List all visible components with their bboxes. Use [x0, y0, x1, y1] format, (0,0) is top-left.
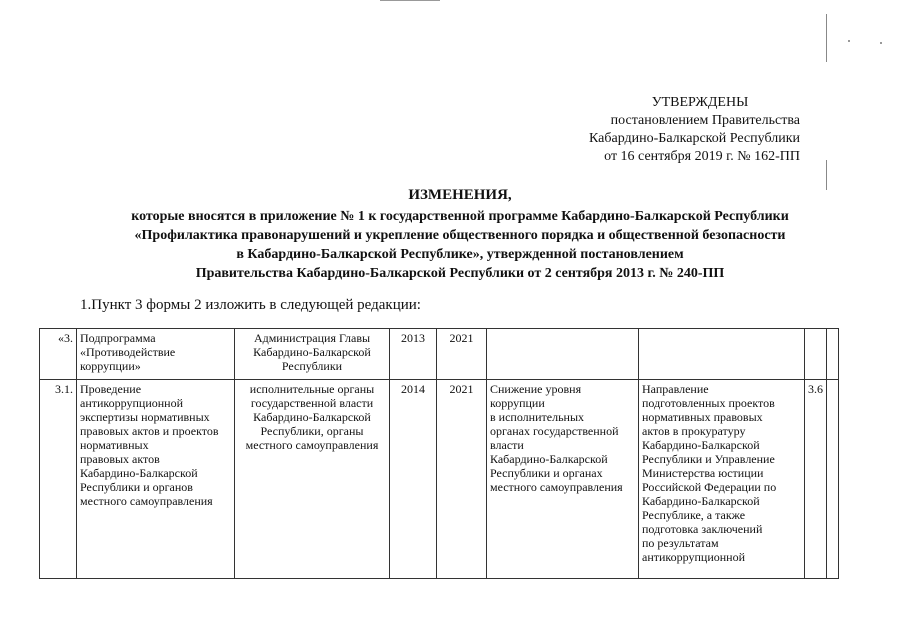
executor-cell — [235, 380, 390, 579]
cell-line: по результатам — [642, 536, 719, 550]
approval-line: постановлением Правительства — [610, 113, 800, 128]
table-row — [40, 329, 839, 380]
cell-line: Республики и Управление — [642, 452, 775, 466]
cell-line: правовых актов — [80, 452, 160, 466]
cell-line: антикоррупционной — [642, 550, 746, 564]
cell-line: подготовленных проектов — [642, 396, 775, 410]
cell-line: коррупции» — [80, 359, 141, 373]
cell-line: Кабардино-Балкарской — [80, 466, 198, 480]
cell-line: Кабардино-Балкарской — [490, 452, 608, 466]
approval-line: от 16 сентября 2019 г. № 162-ПП — [604, 149, 800, 164]
start-year-cell: 2014 — [390, 380, 437, 579]
directions-cell — [639, 329, 805, 380]
result-cell — [487, 380, 639, 579]
link-cell — [805, 329, 827, 380]
end-year-cell: 2021 — [437, 380, 487, 579]
start-year-cell: 2013 — [390, 329, 437, 380]
approval-heading: УТВЕРЖДЕНЫ — [651, 95, 749, 110]
cell-line: коррупции — [490, 396, 545, 410]
title-line: Правительства Кабардино-Балкарской Республики от 2 сентября 2013 г. № 240-ПП — [195, 266, 725, 281]
edge-cell — [827, 329, 839, 380]
measure-name-cell — [77, 380, 235, 579]
cell-line: Направление — [642, 382, 709, 396]
cell-line: Российской Федерации по — [642, 480, 777, 494]
intro-paragraph: 1.Пункт 3 формы 2 изложить в следующей редакции: — [80, 297, 421, 313]
cell-line: правовых актов и проектов — [80, 424, 219, 438]
row-number: «3. — [40, 329, 77, 380]
cell-line: Республики и органов — [80, 480, 193, 494]
title-line: которые вносятся в приложение № 1 к государственной программе Кабардино-Балкарской Республики — [131, 209, 789, 224]
directions-cell — [639, 380, 805, 579]
cell-line: экспертизы нормативных — [80, 410, 210, 424]
executor-cell — [235, 329, 390, 380]
link-cell: 3.6 — [805, 380, 827, 579]
cell-line: Кабардино-Балкарской — [253, 410, 371, 424]
cell-line: подготовка заключений — [642, 522, 763, 536]
cell-line: Министерства юстиции — [642, 466, 764, 480]
end-year-cell: 2021 — [437, 329, 487, 380]
title-heading: ИЗМЕНЕНИЯ, — [408, 187, 512, 203]
result-cell — [487, 329, 639, 380]
scan-speck — [380, 0, 440, 1]
scan-speck — [848, 40, 850, 42]
cell-line: Проведение — [80, 382, 142, 396]
scan-margin-line — [826, 160, 827, 190]
cell-line: актов в прокуратуру — [642, 424, 746, 438]
approval-stamp — [540, 94, 800, 166]
approval-line: Кабардино-Балкарской Республики — [589, 131, 800, 146]
cell-line: Кабардино-Балкарской — [253, 345, 371, 359]
cell-line: органах государственной — [490, 424, 619, 438]
changes-table — [39, 328, 839, 579]
cell-line: антикоррупционной — [80, 396, 184, 410]
scan-margin-line — [826, 14, 827, 62]
cell-line: местного самоуправления — [245, 438, 379, 452]
cell-line: Республике, а также — [642, 508, 746, 522]
scan-speck — [880, 42, 882, 44]
cell-line: Кабардино-Балкарской — [642, 494, 760, 508]
cell-line: местного самоуправления — [490, 480, 623, 494]
cell-line: Республики и органах — [490, 466, 603, 480]
cell-line: Снижение уровня — [490, 382, 582, 396]
row-number: 3.1. — [40, 380, 77, 579]
measure-name-cell — [77, 329, 235, 380]
cell-line: в исполнительных — [490, 410, 585, 424]
cell-line: исполнительные органы — [249, 382, 375, 396]
cell-line: власти — [490, 438, 524, 452]
cell-line: государственной власти — [250, 396, 374, 410]
cell-line: местного самоуправления — [80, 494, 213, 508]
cell-line: Кабардино-Балкарской — [642, 438, 760, 452]
cell-line: Подпрограмма — [80, 331, 156, 345]
title-line: «Профилактика правонарушений и укрепление общественного порядка и общественной безопасности — [134, 228, 786, 243]
cell-line: нормативных правовых — [642, 410, 763, 424]
table-row — [40, 380, 839, 579]
title-line: в Кабардино-Балкарской Республике», утвержденной постановлением — [236, 247, 684, 262]
cell-line: нормативных — [80, 438, 149, 452]
cell-line: Республики — [281, 359, 343, 373]
cell-line: «Противодействие — [80, 345, 176, 359]
edge-cell — [827, 380, 839, 579]
cell-line: Администрация Главы — [253, 331, 371, 345]
document-title — [60, 186, 860, 283]
cell-line: Республики, органы — [260, 424, 364, 438]
